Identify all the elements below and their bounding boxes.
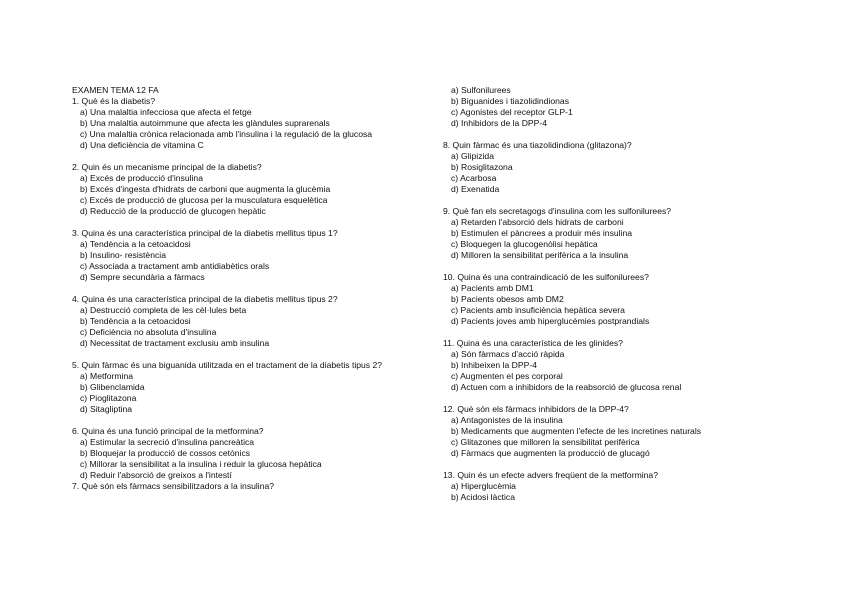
question-text: 5. Quin fàrmac és una biguanida utilitzada en el tractament de la diabetis tipus 2? [72,360,383,370]
answer-option: c) Deficiència no absoluta d'insulina [80,327,217,337]
question-2 [72,162,417,217]
question-8 [443,140,788,195]
answer-option: a) Glipizida [451,151,494,161]
answer-option: d) Milloren la sensibilitat perifèrica a la insulina [451,250,629,260]
answer-option: a) Destrucció completa de les cèl·lules beta [80,305,247,315]
answer-option: c) Associada a tractament amb antidiabètics orals [80,261,270,271]
answer-options [72,107,417,151]
answer-option: d) Actuen com a inhibidors de la reabsorció de glucosa renal [451,382,682,392]
answer-option: a) Antagonistes de la insulina [451,415,563,425]
exam-title: EXAMEN TEMA 12 FA [72,85,159,95]
answer-option: b) Pacients obesos amb DM2 [451,294,564,304]
answer-option: a) Sulfonilurees [451,85,511,95]
answer-option: d) Una deficiència de vitamina C [80,140,204,150]
answer-option: b) Una malaltia autoimmune que afecta les glàndules suprarenals [80,118,330,128]
answer-options [443,85,788,129]
question-7-options [443,85,788,129]
question-text: 6. Quina és una funció principal de la metformina? [72,426,264,436]
answer-option: a) Hiperglucèmia [451,481,516,491]
answer-option: b) Glibenclamida [80,382,145,392]
answer-option: a) Estimular la secreció d'insulina pancreàtica [80,437,255,447]
question-text: 13. Quin és un efecte advers freqüent de la metformina? [443,470,658,480]
answer-option: b) Medicaments que augmenten l'efecte de les incretines naturals [451,426,702,436]
question-text: 11. Quina és una característica de les glinides? [443,338,623,348]
question-13 [443,470,788,503]
answer-option: a) Tendència a la cetoacidosi [80,239,191,249]
question-6 [72,426,417,481]
right-column [443,85,788,503]
answer-option: d) Necessitat de tractament exclusiu amb insulina [80,338,270,348]
answer-option: d) Sempre secundària a fàrmacs [80,272,205,282]
answer-option: a) Una malaltia infecciosa que afecta el fetge [80,107,252,117]
answer-option: a) Pacients amb DM1 [451,283,534,293]
answer-options [443,217,788,261]
question-1 [72,96,417,151]
answer-options [72,437,417,481]
answer-option: b) Tendència a la cetoacidosi [80,316,191,326]
answer-option: b) Inhibeixen la DPP-4 [451,360,537,370]
question-text: 12. Què són els fàrmacs inhibidors de la DPP-4? [443,404,629,414]
answer-options [72,239,417,283]
answer-options [72,305,417,349]
question-7 [72,481,417,492]
question-10 [443,272,788,327]
answer-options [443,283,788,327]
question-12 [443,404,788,459]
question-4 [72,294,417,349]
answer-option: c) Excés de producció de glucosa per la musculatura esquelètica [80,195,328,205]
answer-option: d) Fàrmacs que augmenten la producció de glucagó [451,448,650,458]
left-column [72,85,417,492]
answer-option: c) Millorar la sensibilitat a la insulina i reduir la glucosa hepàtica [80,459,322,469]
answer-option: c) Augmenten el pes corporal [451,371,563,381]
answer-option: d) Inhibidors de la DPP-4 [451,118,548,128]
answer-option: c) Glitazones que milloren la sensibilitat perifèrica [451,437,640,447]
question-text: 10. Quina és una contraindicació de les sulfonilurees? [443,272,649,282]
answer-option: a) Retarden l'absorció dels hidrats de carboni [451,217,624,227]
answer-option: b) Rosiglitazona [451,162,513,172]
answer-option: c) Acarbosa [451,173,497,183]
question-text: 1. Què és la diabetis? [72,96,156,106]
answer-options [443,481,788,503]
question-3 [72,228,417,283]
question-5 [72,360,417,415]
answer-option: b) Excés d'ingesta d'hidrats de carboni que augmenta la glucèmia [80,184,331,194]
answer-option: d) Sitagliptina [80,404,133,414]
answer-option: c) Bloquegen la glucogenòlisi hepàtica [451,239,598,249]
question-text: 4. Quina és una característica principal de la diabetis mellitus tipus 2? [72,294,338,304]
question-text: 3. Quina és una característica principal de la diabetis mellitus tipus 1? [72,228,338,238]
answer-options [72,173,417,217]
answer-option: d) Exenatida [451,184,500,194]
answer-options [72,371,417,415]
answer-options [443,151,788,195]
question-11 [443,338,788,393]
answer-options [443,415,788,459]
answer-option: d) Pacients joves amb hiperglucèmies postprandials [451,316,650,326]
answer-option: c) Una malaltia crònica relacionada amb l'insulina i la regulació de la glucosa [80,129,373,139]
answer-option: b) Estimulen el pàncrees a produir més insulina [451,228,633,238]
answer-option: b) Bloquejar la producció de cossos cetònics [80,448,251,458]
answer-options [443,349,788,393]
answer-option: c) Pacients amb insuficiència hepàtica severa [451,305,625,315]
answer-option: a) Són fàrmacs d'acció ràpida [451,349,565,359]
answer-option: b) Acidosi làctica [451,492,516,502]
answer-option: d) Reducció de la producció de glucogen hepàtic [80,206,266,216]
answer-option: c) Pioglitazona [80,393,137,403]
answer-option: d) Reduir l'absorció de greixos a l'intestí [80,470,232,480]
question-text: 9. Què fan els secretagogs d'insulina com les sulfonilurees? [443,206,672,216]
question-text: 7. Què són els fàrmacs sensibilitzadors a la insulina? [72,481,275,491]
answer-option: a) Excés de producció d'insulina [80,173,203,183]
answer-option: b) Insulino- resistència [80,250,166,260]
answer-option: c) Agonistes del receptor GLP-1 [451,107,573,117]
answer-option: a) Metformina [80,371,134,381]
question-text: 8. Quin fàrmac és una tiazolidindiona (glitazona)? [443,140,632,150]
answer-option: b) Biguanides i tiazolidindionas [451,96,570,106]
question-9 [443,206,788,261]
question-text: 2. Quin és un mecanisme principal de la diabetis? [72,162,262,172]
